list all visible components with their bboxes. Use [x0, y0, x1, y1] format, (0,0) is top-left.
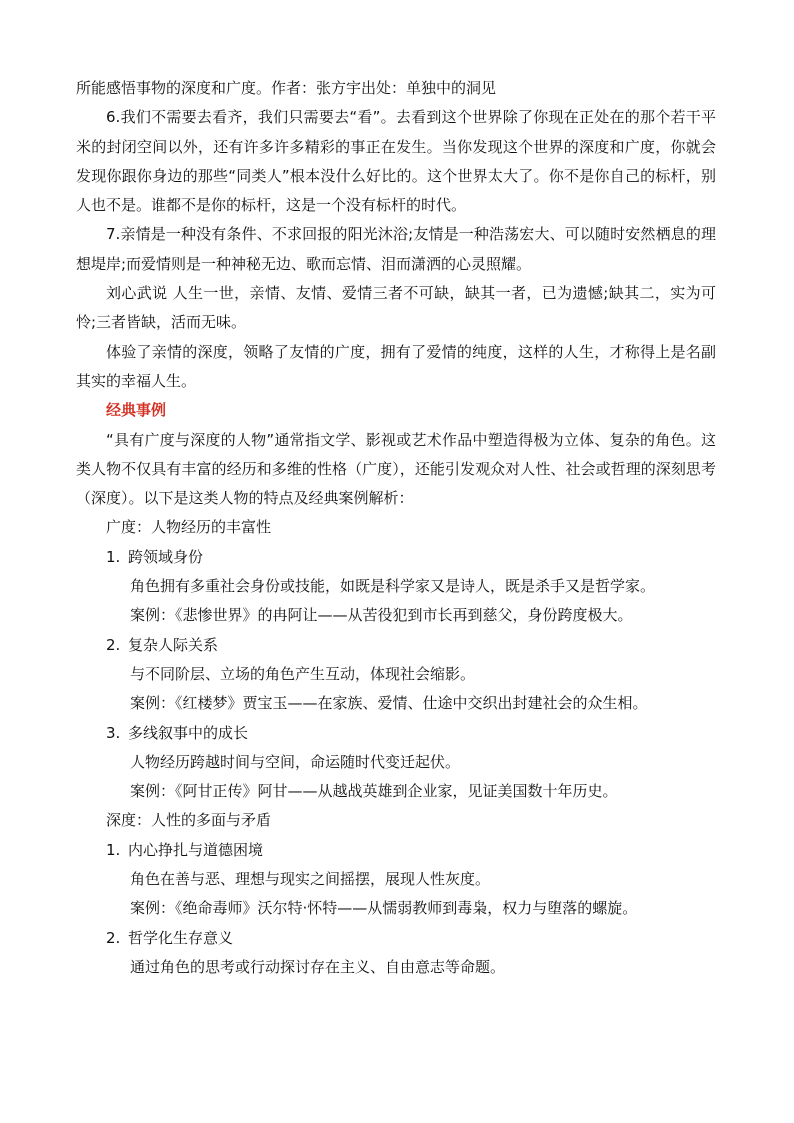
breadth-item: [76, 719, 716, 748]
paragraph-6: 6.我们不需要去看齐，我们只需要去“看”。去看到这个世界除了你现在正处在的那个若干平米的封闭空间以外，还有许多许多精彩的事正在发生。当你发现这个世界的深度和广度，你就会发现你跟你身边的那些“同类人”根本没什么好比的。这个世界太大了。你不是你自己的标杆，别人也不是。谁都不是你的标杆，这是一个没有标杆的时代。: [76, 108, 716, 215]
depth-title: 深度：人性的多面与矛盾: [106, 811, 272, 830]
item-case: 案例：《悲惨世界》的冉阿让——从苦役犯到市长再到慈父，身份跨度极大。: [130, 606, 633, 625]
section-heading: 经典事例: [106, 401, 167, 420]
item-title: 复杂人际关系: [128, 635, 219, 654]
breadth-item: [76, 543, 716, 572]
item-number: 3.: [106, 723, 121, 742]
section-intro: “具有广度与深度的人物”通常指文学、影视或艺术作品中塑造得极为立体、复杂的角色。这类人物不仅具有丰富的经历和多维的性格（广度），还能引发观众对人性、社会或哲理的深刻思考（深度）。以下是这类人物的特点及经典案例解析：: [76, 430, 716, 508]
item-number: 1.: [106, 547, 121, 566]
breadth-title: 广度：人物经历的丰富性: [106, 518, 272, 537]
item-number: 2.: [106, 635, 121, 654]
item-title: 跨领域身份: [128, 547, 204, 566]
paragraph-1: 所能感悟事物的深度和广度。作者：张方宇出处：单独中的洞见: [76, 79, 497, 97]
paragraph-liuxinwu-quote: 刘心武说 人生一世，亲情、友情、爱情三者不可缺，缺其一者，已为遗憾;缺其二，实为可怜;三者皆缺，活而无味。: [76, 284, 716, 332]
depth-item: [76, 924, 716, 953]
paragraph-7: 7.亲情是一种没有条件、不求回报的阳光沐浴;友情是一种浩荡宏大、可以随时安然栖息的理想堤岸;而爱情则是一种神秘无边、歌而忘情、泪而潇洒的心灵照耀。: [76, 225, 716, 273]
item-description: 与不同阶层、立场的角色产生互动，体现社会缩影。: [130, 664, 476, 683]
item-description: 角色在善与恶、理想与现实之间摇摆，展现人性灰度。: [130, 870, 491, 889]
paragraph-conclusion: 体验了亲情的深度，领略了友情的广度，拥有了爱情的纯度，这样的人生，才称得上是名副其实的幸福人生。: [76, 342, 716, 390]
item-title: 内心挣扎与道德困境: [128, 840, 264, 859]
item-case: 案例：《阿甘正传》阿甘——从越战英雄到企业家，见证美国数十年历史。: [130, 782, 618, 801]
item-description: 通过角色的思考或行动探讨存在主义、自由意志等命题。: [130, 957, 506, 976]
depth-item: [76, 836, 716, 865]
item-case: 案例：《绝命毒师》沃尔特·怀特——从懦弱教师到毒枭，权力与堕落的螺旋。: [130, 899, 638, 918]
breadth-item: [76, 631, 716, 660]
item-description: 人物经历跨越时间与空间，命运随时代变迁起伏。: [130, 752, 461, 771]
item-description: 角色拥有多重社会身份或技能，如既是科学家又是诗人，既是杀手又是哲学家。: [130, 577, 656, 596]
item-number: 2.: [106, 928, 121, 947]
item-title: 哲学化生存意义: [128, 928, 234, 947]
document-page: [76, 74, 716, 982]
item-number: 1.: [106, 840, 121, 859]
item-case: 案例：《红楼梦》贾宝玉——在家族、爱情、仕途中交织出封建社会的众生相。: [130, 694, 648, 713]
item-title: 多线叙事中的成长: [128, 723, 249, 742]
